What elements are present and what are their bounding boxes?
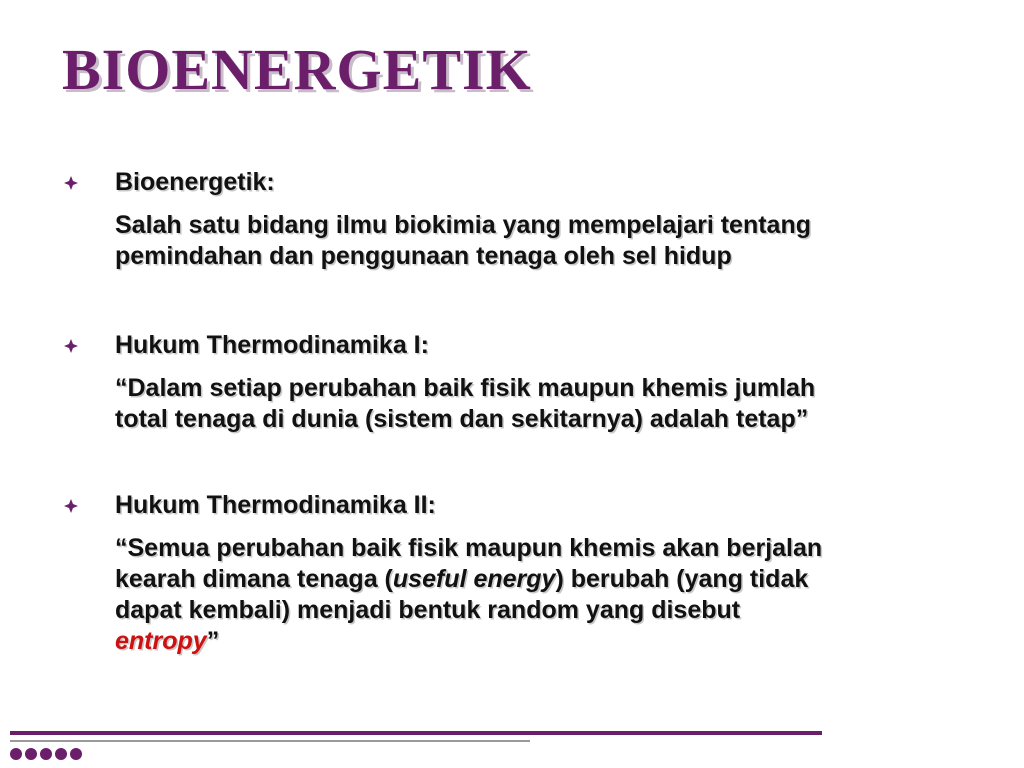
definition-line-1: Salah satu bidang ilmu biokimia yang mempelajari tentang <box>115 211 811 239</box>
footer-dots <box>10 748 82 762</box>
first-law-text <box>115 373 995 435</box>
second-law-text <box>115 533 995 657</box>
section-heading-thermodynamics-1: Hukum Thermodinamika I: <box>115 331 429 359</box>
second-law-line-2-pre: kearah dimana tenaga ( <box>115 565 393 593</box>
footer-dot-icon <box>10 748 22 760</box>
slide-title: BIOENERGETIK <box>62 37 532 102</box>
second-law-line-4-post: ” <box>206 627 220 655</box>
footer-rule-secondary <box>10 740 530 742</box>
second-law-line-3: dapat kembali) menjadi bentuk random yang disebut <box>115 596 741 624</box>
definition-line-2: pemindahan dan penggunaan tenaga oleh sel hidup <box>115 242 732 270</box>
footer-dot-icon <box>70 748 82 760</box>
entropy-emphasis: entropy <box>115 627 207 655</box>
footer-dot-icon <box>40 748 52 760</box>
diamond-bullet-icon <box>64 339 78 353</box>
section-heading-bioenergetik: Bioenergetik: <box>115 168 275 196</box>
second-law-line-2-post: ) berubah (yang tidak <box>555 565 809 593</box>
footer-rule-primary <box>10 731 822 735</box>
section-heading-thermodynamics-2: Hukum Thermodinamika II: <box>115 491 436 519</box>
diamond-bullet-icon <box>64 499 78 513</box>
footer-dot-icon <box>25 748 37 760</box>
footer-dot-icon <box>55 748 67 760</box>
second-law-line-1: “Semua perubahan baik fisik maupun khemis akan berjalan <box>115 534 823 562</box>
useful-energy-emphasis: useful energy <box>392 565 556 593</box>
section-definition-text <box>115 210 995 272</box>
first-law-line-1: “Dalam setiap perubahan baik fisik maupun khemis jumlah <box>115 374 816 402</box>
first-law-line-2: total tenaga di dunia (sistem dan sekitarnya) adalah tetap” <box>115 405 809 433</box>
diamond-bullet-icon <box>64 176 78 190</box>
